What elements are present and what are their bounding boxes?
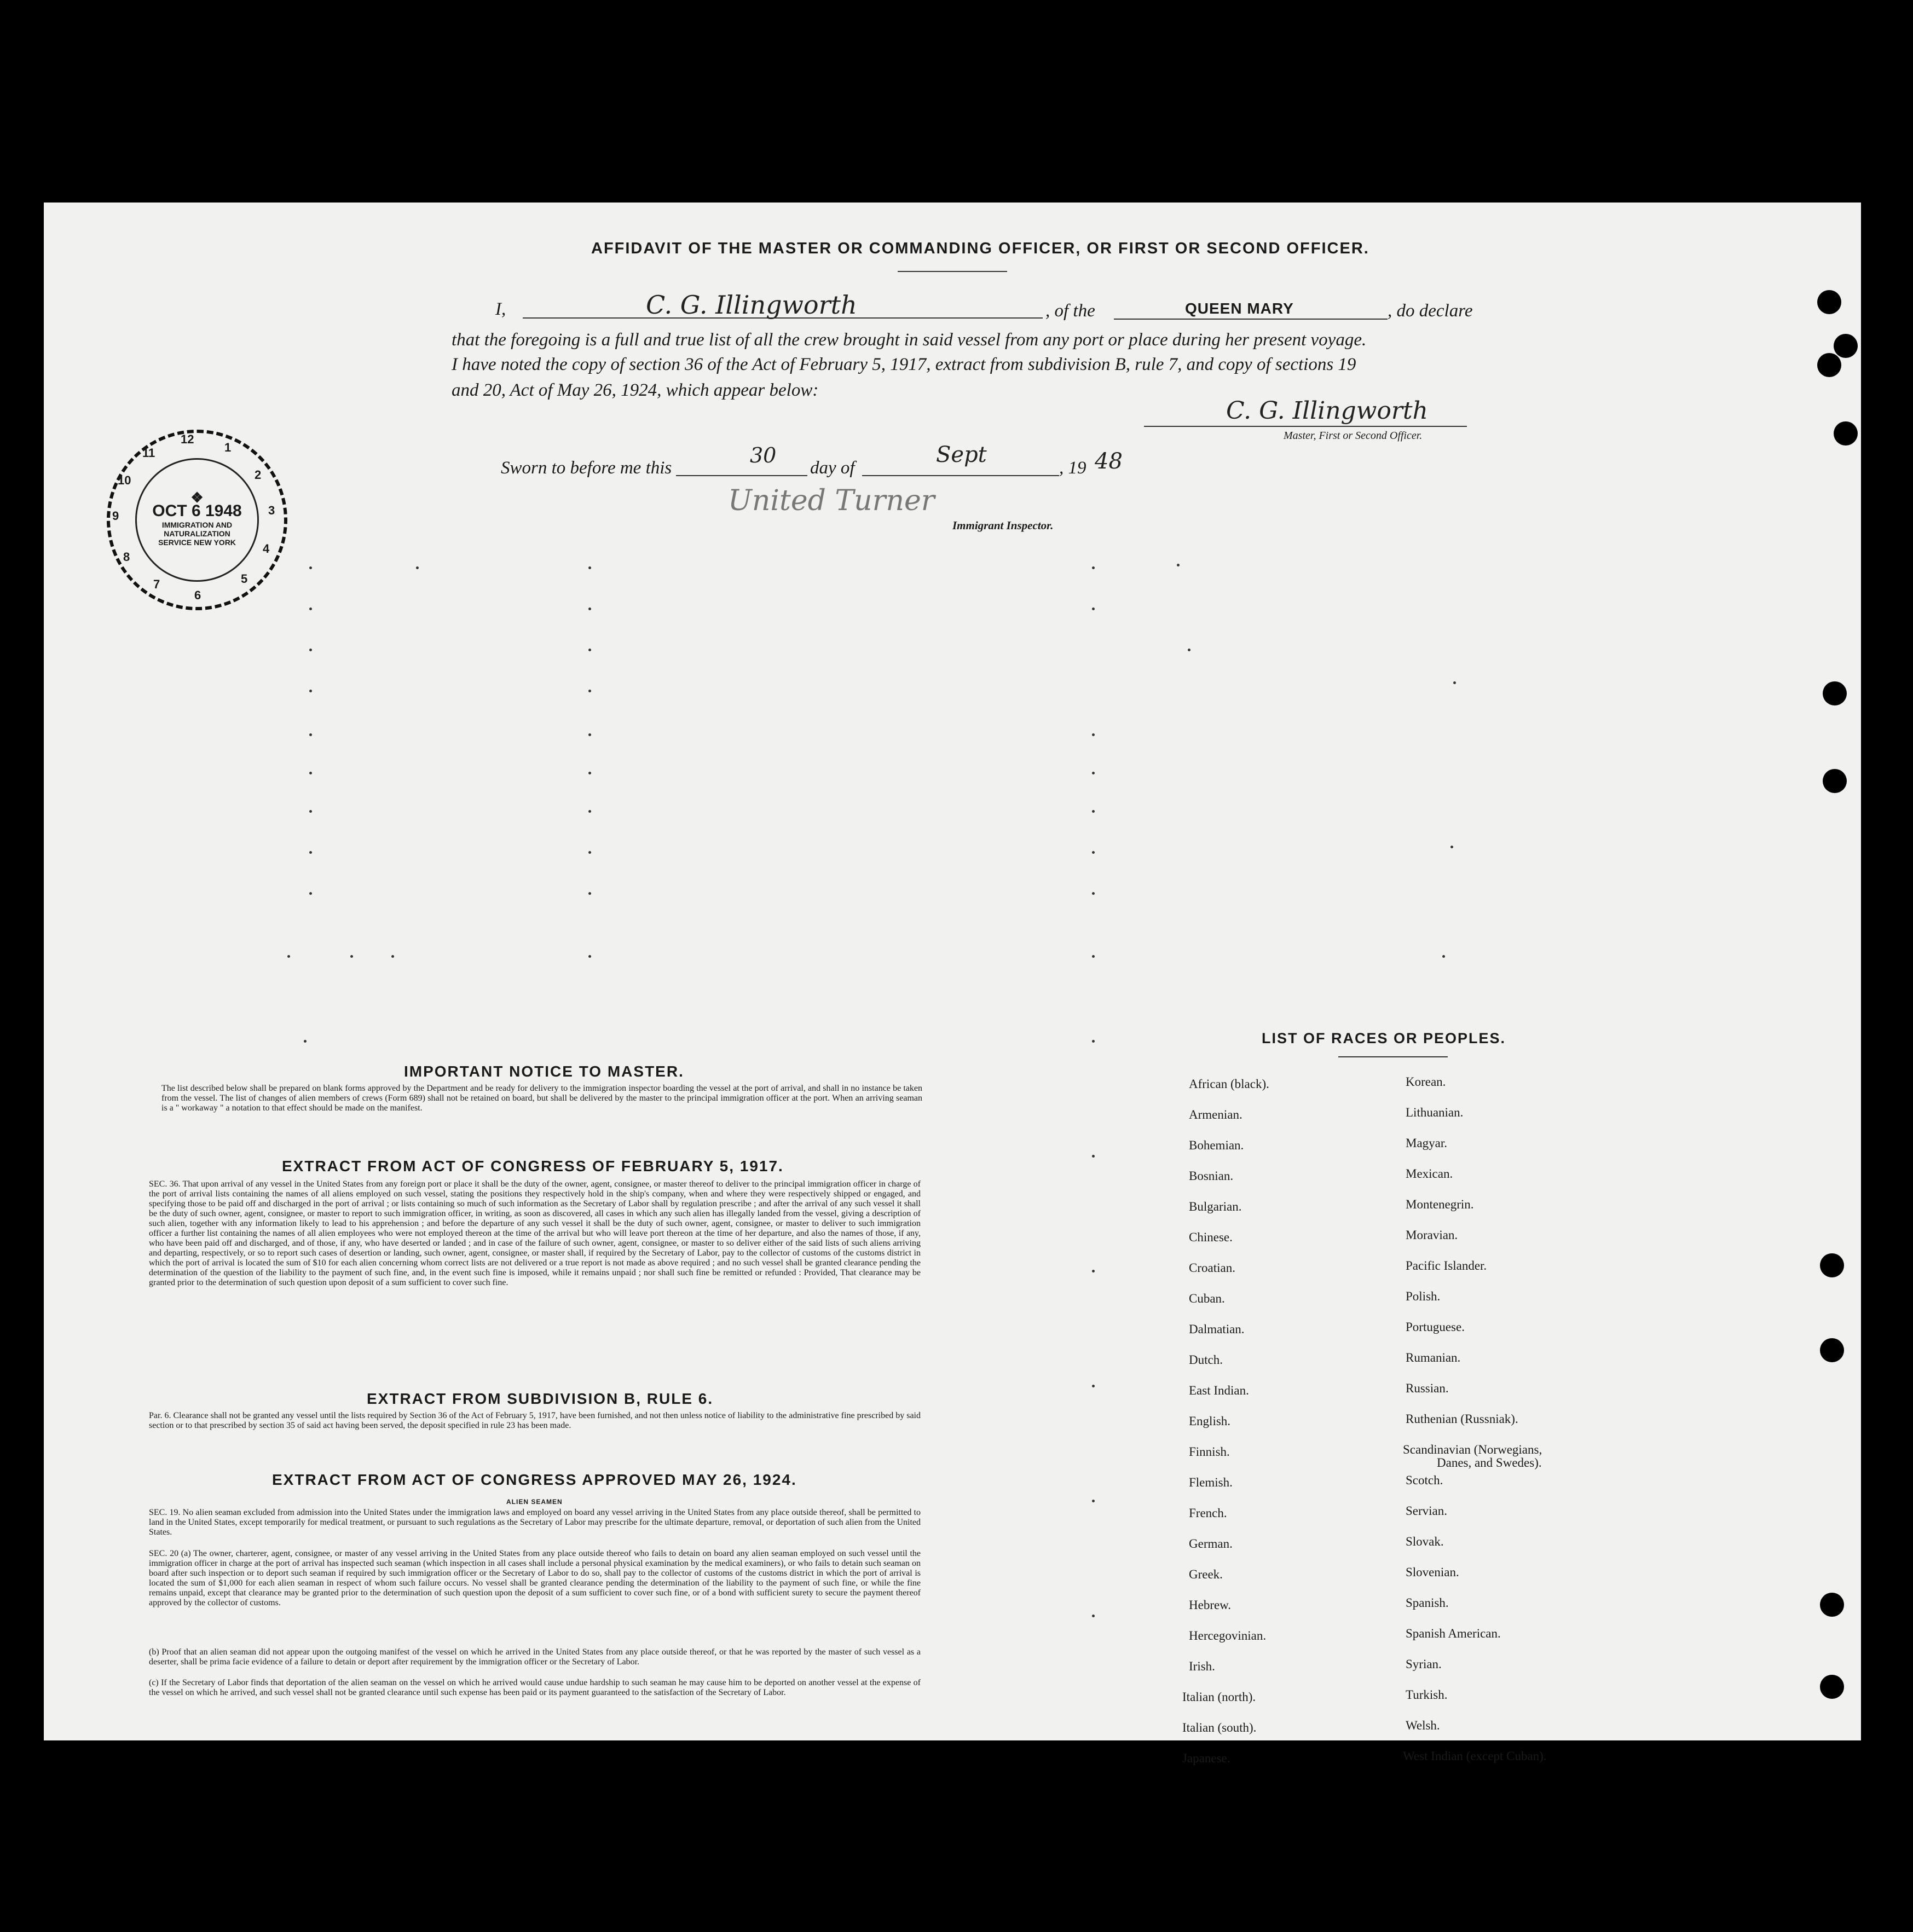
bleed-dot: [1092, 955, 1095, 958]
month-line: [862, 475, 1059, 476]
bleed-dot: [309, 649, 312, 651]
race-right: Russian.: [1406, 1381, 1449, 1395]
stamp-numeral: 12: [181, 432, 194, 446]
bleed-dot: [1092, 810, 1095, 813]
punch-hole: [1823, 681, 1847, 705]
master-signature: C. G. Illingworth: [1226, 397, 1428, 425]
race-right: Slovak.: [1406, 1535, 1444, 1548]
divider: [1338, 1056, 1448, 1057]
race-left: Italian (north).: [1182, 1690, 1256, 1704]
bleed-dot: [588, 772, 591, 774]
bleed-dot: [588, 892, 591, 895]
race-right: Spanish.: [1406, 1596, 1449, 1610]
punch-hole: [1820, 1338, 1844, 1362]
race-left: Italian (south).: [1182, 1721, 1257, 1734]
notice-body: The list described below shall be prepared on blank forms approved by the Department and be ready for delivery to the immigration inspector boarding the vessel at the port of arrival, and shall in no instance be taken from the vessel. The list of changes of alien members of crews (Form 689) shall not be retained on board, but shall be delivered by the master to the principal immigration officer at the port. When an arriving seaman is a " workaway " a notation to that effect should be made on the manifest.: [161, 1084, 922, 1113]
extract-1924-subheading: ALIEN SEAMEN: [506, 1498, 563, 1506]
stamp-numeral: 4: [263, 542, 270, 556]
races-heading: LIST OF RACES OR PEOPLES.: [1262, 1030, 1506, 1046]
race-left: Hebrew.: [1189, 1598, 1232, 1612]
race-right: Magyar.: [1406, 1136, 1448, 1150]
punch-hole: [1820, 1675, 1844, 1699]
day-line: [676, 475, 807, 476]
divider: [898, 271, 1007, 272]
bleed-dot: [309, 566, 312, 569]
extract-rule6-body: Par. 6. Clearance shall not be granted any vessel until the lists required by Section 36 of the Act of February 5, 1917, have been furnished, and not then unless notice of liability to the administrative fine prescribed by said section or to that prescribed by section 35 of said act having been served, the deposit specified in rule 23 has been made.: [149, 1411, 921, 1430]
bleed-dot: [309, 690, 312, 692]
year-suffix: 48: [1095, 449, 1123, 474]
bleed-dot: [1450, 846, 1453, 848]
race-right: Korean.: [1406, 1075, 1446, 1089]
stamp-date: OCT 6 1948: [152, 502, 242, 520]
bleed-dot: [309, 851, 312, 854]
bleed-dot: [588, 955, 591, 958]
of-the-label: , of the: [1045, 301, 1095, 321]
extract-1917-body: SEC. 36. That upon arrival of any vessel in the United States from any foreign port or place it shall be the duty of the owner, agent, consignee, or master thereof to deliver to the principal immigration officer in charge of the port of arrival lists containing the names of all aliens employed on such vessel, stating the positions they respectively hold in the ship's company, when and where they were respectively shipped or engaged, and specifying those to be paid off and discharged in the port of arrival ; or lists containing so much of such information as the Secretary of Labor shall by regulation prescribe ; and after the arrival of any such vessel it shall be the duty of such owner, agent, consignee, or master to report to such immigration officer, in writing, as soon as discovered, all cases in which any such alien has illegally landed from the vessel, giving a description of such alien, together with any information likely to lead to his apprehension ; and before the departure of any such vessel it shall be the duty of such owner, agent, consignee, or master to deliver to such immigration officer a further list containing the names of all alien employees who were not employed thereon at the time of the arrival but who will leave port thereon at the time of her departure, and also the names of those, if any, who have been paid off and discharged, and of those, if any, who have deserted or landed ; and in case of the failure of such owner, agent, consignee, or master to so deliver either of the said lists of such aliens arriving and departing, respectively, or so to report such cases of desertion or landing, such owner, agent, consignee, or master shall, if required by the Secretary of Labor, pay to the collector of customs of the customs district in which the port of arrival is located the sum of $10 for each alien concerning whom correct lists are not delivered or a true report is not made as above required ; and no such vessel shall be granted clearance pending the determination of the question of the liability to the payment of such fine, and, in the event such fine is imposed, while it remains unpaid ; nor shall such fine be remitted or refunded : Provided, That clearance may be granted prior to the determination of such question upon deposit of a sum sufficient to cover such fine.: [149, 1179, 921, 1287]
race-right: Scandinavian (Norwegians,: [1403, 1443, 1542, 1456]
bleed-dot: [1092, 1155, 1095, 1158]
race-left: Irish.: [1189, 1659, 1215, 1673]
stamp-numeral: 10: [118, 473, 131, 487]
bleed-dot: [1092, 1270, 1095, 1272]
extract-rule6-heading: EXTRACT FROM SUBDIVISION B, RULE 6.: [367, 1390, 714, 1407]
race-right: Moravian.: [1406, 1228, 1458, 1242]
race-left: Bosnian.: [1189, 1169, 1234, 1183]
i-label: I,: [495, 299, 506, 319]
sworn-day: 30: [750, 443, 777, 467]
punch-hole: [1834, 421, 1858, 446]
bleed-dot: [588, 690, 591, 692]
notice-heading: IMPORTANT NOTICE TO MASTER.: [404, 1063, 684, 1080]
bleed-dot: [1092, 1500, 1095, 1502]
do-declare-label: , do declare: [1388, 301, 1473, 321]
bleed-dot: [1092, 733, 1095, 736]
race-left: English.: [1189, 1414, 1231, 1428]
bleed-dot: [391, 955, 394, 958]
race-left: Greek.: [1189, 1567, 1223, 1581]
bleed-dot: [1092, 608, 1095, 610]
race-right: West Indian (except Cuban).: [1403, 1749, 1547, 1763]
extract-1924-sec20a: SEC. 20 (a) The owner, charterer, agent, consignee, or master of any vessel arriving in the United States from any place outside thereof who fails to detain on board any alien seaman employed on such vessel until the immigration officer in charge at the port of arrival has inspected such seaman (which inspection in all cases shall include a personal physical examination by the medical examiners), or who fails to detain such seaman on board after such inspection or to deport such seaman if required by such immigration officer or the Secretary of Labor to do so, shall pay to the collector of customs of the customs district in which the port of arrival is located the sum of $1,000 for each alien seaman in respect of whom such failure occurs. No vessel shall be granted clearance pending the determination of the liability to the payment of such fine, or while the fine remains unpaid, except that clearance may be granted prior to the determination of such question upon the deposit of a sum sufficient to cover such fine, or of a bond with sufficient surety to secure the payment thereof approved by the collector of customs.: [149, 1549, 921, 1607]
bleed-dot: [588, 649, 591, 651]
day-of-label: day of: [810, 458, 855, 478]
race-left: Japanese.: [1182, 1751, 1230, 1765]
race-left: Croatian.: [1189, 1261, 1235, 1275]
punch-hole: [1834, 334, 1858, 358]
race-left: Bulgarian.: [1189, 1200, 1242, 1213]
stamp-numeral: 3: [268, 504, 275, 517]
extract-1924-sec19: SEC. 19. No alien seaman excluded from admission into the United States under the immigration laws and employed on board any vessel arriving in the United States from any place outside thereof, shall be permitted to land in the United States, except temporarily for medical treatment, or pursuant to such regulations as the Secretary of Labor may prescribe for the ultimate departure, removal, or deportation of such alien from the United States.: [149, 1508, 921, 1537]
extract-1924-sec20c: (c) If the Secretary of Labor finds that deportation of the alien seaman on the vessel on which he arrived would cause undue hardship to such seaman he may cause him to be deported on another vessel at the expense of the vessel on which he arrived, and such vessel shall not be granted clearance until such expense has been paid or its payment guaranteed to the satisfaction of the Secretary of Labor.: [149, 1678, 921, 1697]
race-right-continuation: Danes, and Swedes).: [1437, 1456, 1542, 1470]
bleed-dot: [1092, 1385, 1095, 1387]
stamp-numeral: 11: [142, 446, 155, 460]
eagle-icon: ❖: [190, 489, 204, 506]
race-left: Bohemian.: [1189, 1138, 1244, 1152]
affidavit-line-3: I have noted the copy of section 36 of the Act of February 5, 1917, extract from subdivision B, rule 7, and copy of sections 19: [452, 355, 1356, 374]
vessel-line: [1114, 319, 1388, 320]
race-right: Scotch.: [1406, 1473, 1443, 1487]
race-right: Montenegrin.: [1406, 1198, 1474, 1211]
bleed-dot: [588, 810, 591, 813]
punch-hole: [1820, 1253, 1844, 1277]
signature-caption: Master, First or Second Officer.: [1284, 430, 1423, 442]
extract-1924-sec20b: (b) Proof that an alien seaman did not appear upon the outgoing manifest of the vessel on which he arrived in the United States from any place outside thereof, or that he was reported by the master of such vessel as a deserter, shall be prima facie evidence of a failure to detain or deport after requirement by the immigration officer or the Secretary of Labor.: [149, 1647, 921, 1667]
race-right: Spanish American.: [1406, 1627, 1501, 1640]
bleed-dot: [309, 733, 312, 736]
year-prefix: , 19: [1059, 458, 1086, 478]
sworn-label: Sworn to before me this: [501, 458, 672, 478]
punch-hole: [1817, 290, 1841, 314]
inspector-signature: United Turner: [728, 484, 935, 517]
race-right: Slovenian.: [1406, 1565, 1459, 1579]
bleed-dot: [1092, 851, 1095, 854]
race-right: Syrian.: [1406, 1657, 1442, 1671]
bleed-dot: [1092, 566, 1095, 569]
bleed-dot: [1188, 649, 1190, 651]
stamp-numeral: 9: [112, 509, 119, 523]
race-left: German.: [1189, 1537, 1233, 1551]
race-right: Rumanian.: [1406, 1351, 1461, 1364]
bleed-dot: [1177, 564, 1180, 566]
bleed-dot: [1092, 772, 1095, 774]
extract-1917-heading: EXTRACT FROM ACT OF CONGRESS OF FEBRUARY 5, 1917.: [282, 1158, 784, 1175]
race-left: Cuban.: [1189, 1292, 1225, 1305]
signature-line: [1144, 426, 1467, 427]
bleed-dot: [416, 566, 419, 569]
inspector-caption: Immigrant Inspector.: [952, 519, 1054, 532]
bleed-dot: [1092, 892, 1095, 895]
bleed-dot: [1442, 955, 1445, 958]
race-right: Servian.: [1406, 1504, 1448, 1518]
bleed-dot: [588, 566, 591, 569]
race-right: Portuguese.: [1406, 1320, 1465, 1334]
race-right: Ruthenian (Russniak).: [1406, 1412, 1518, 1426]
affidavit-line-4: and 20, Act of May 26, 1924, which appear below:: [452, 380, 819, 400]
punch-hole: [1817, 353, 1841, 377]
race-right: Turkish.: [1406, 1688, 1448, 1702]
bleed-dot: [287, 955, 290, 958]
race-left: Hercegovinian.: [1189, 1629, 1267, 1642]
race-left: Armenian.: [1189, 1108, 1242, 1121]
race-left: Dutch.: [1189, 1353, 1223, 1367]
race-left: African (black).: [1189, 1077, 1269, 1091]
stamp-numeral: 6: [194, 588, 201, 602]
stamp-text: IMMIGRATION AND NATURALIZATION SERVICE NEW YORK: [158, 520, 236, 547]
race-right: Mexican.: [1406, 1167, 1453, 1181]
bleed-dot: [309, 608, 312, 610]
bleed-dot: [350, 955, 353, 958]
race-right: Pacific Islander.: [1406, 1259, 1487, 1272]
bleed-dot: [309, 772, 312, 774]
race-left: French.: [1189, 1506, 1227, 1520]
punch-hole: [1823, 769, 1847, 793]
race-left: East Indian.: [1189, 1384, 1249, 1397]
vessel-name: QUEEN MARY: [1185, 300, 1294, 317]
affidavit-title: AFFIDAVIT OF THE MASTER OR COMMANDING OFFICER, OR FIRST OR SECOND OFFICER.: [591, 240, 1369, 257]
master-name-handwritten: C. G. Illingworth: [646, 290, 857, 320]
bleed-dot: [304, 1040, 307, 1043]
affidavit-line-2: that the foregoing is a full and true list of all the crew brought in said vessel from any port or place during her present voyage.: [452, 330, 1367, 350]
sworn-month: Sept: [936, 442, 987, 467]
stamp-numeral: 7: [153, 577, 160, 591]
race-right: Lithuanian.: [1406, 1106, 1464, 1119]
bleed-dot: [1092, 1615, 1095, 1617]
stamp-numeral: 2: [255, 468, 262, 482]
bleed-dot: [309, 810, 312, 813]
race-left: Flemish.: [1189, 1476, 1233, 1489]
immigration-date-stamp: [107, 430, 287, 610]
race-right: Welsh.: [1406, 1719, 1440, 1732]
bleed-dot: [588, 733, 591, 736]
bleed-dot: [588, 608, 591, 610]
stamp-numeral: 1: [224, 441, 232, 454]
stamp-numeral: 5: [241, 572, 248, 586]
bleed-dot: [1092, 1040, 1095, 1043]
bleed-dot: [1453, 681, 1456, 684]
bleed-dot: [309, 892, 312, 895]
race-right: Polish.: [1406, 1289, 1441, 1303]
bleed-dot: [588, 851, 591, 854]
stamp-inner: [135, 458, 262, 582]
race-left: Dalmatian.: [1189, 1322, 1245, 1336]
race-left: Chinese.: [1189, 1230, 1233, 1244]
race-left: Finnish.: [1189, 1445, 1230, 1459]
stamp-numeral: 8: [123, 550, 130, 564]
punch-hole: [1820, 1593, 1844, 1617]
extract-1924-heading: EXTRACT FROM ACT OF CONGRESS APPROVED MAY 26, 1924.: [272, 1471, 797, 1488]
